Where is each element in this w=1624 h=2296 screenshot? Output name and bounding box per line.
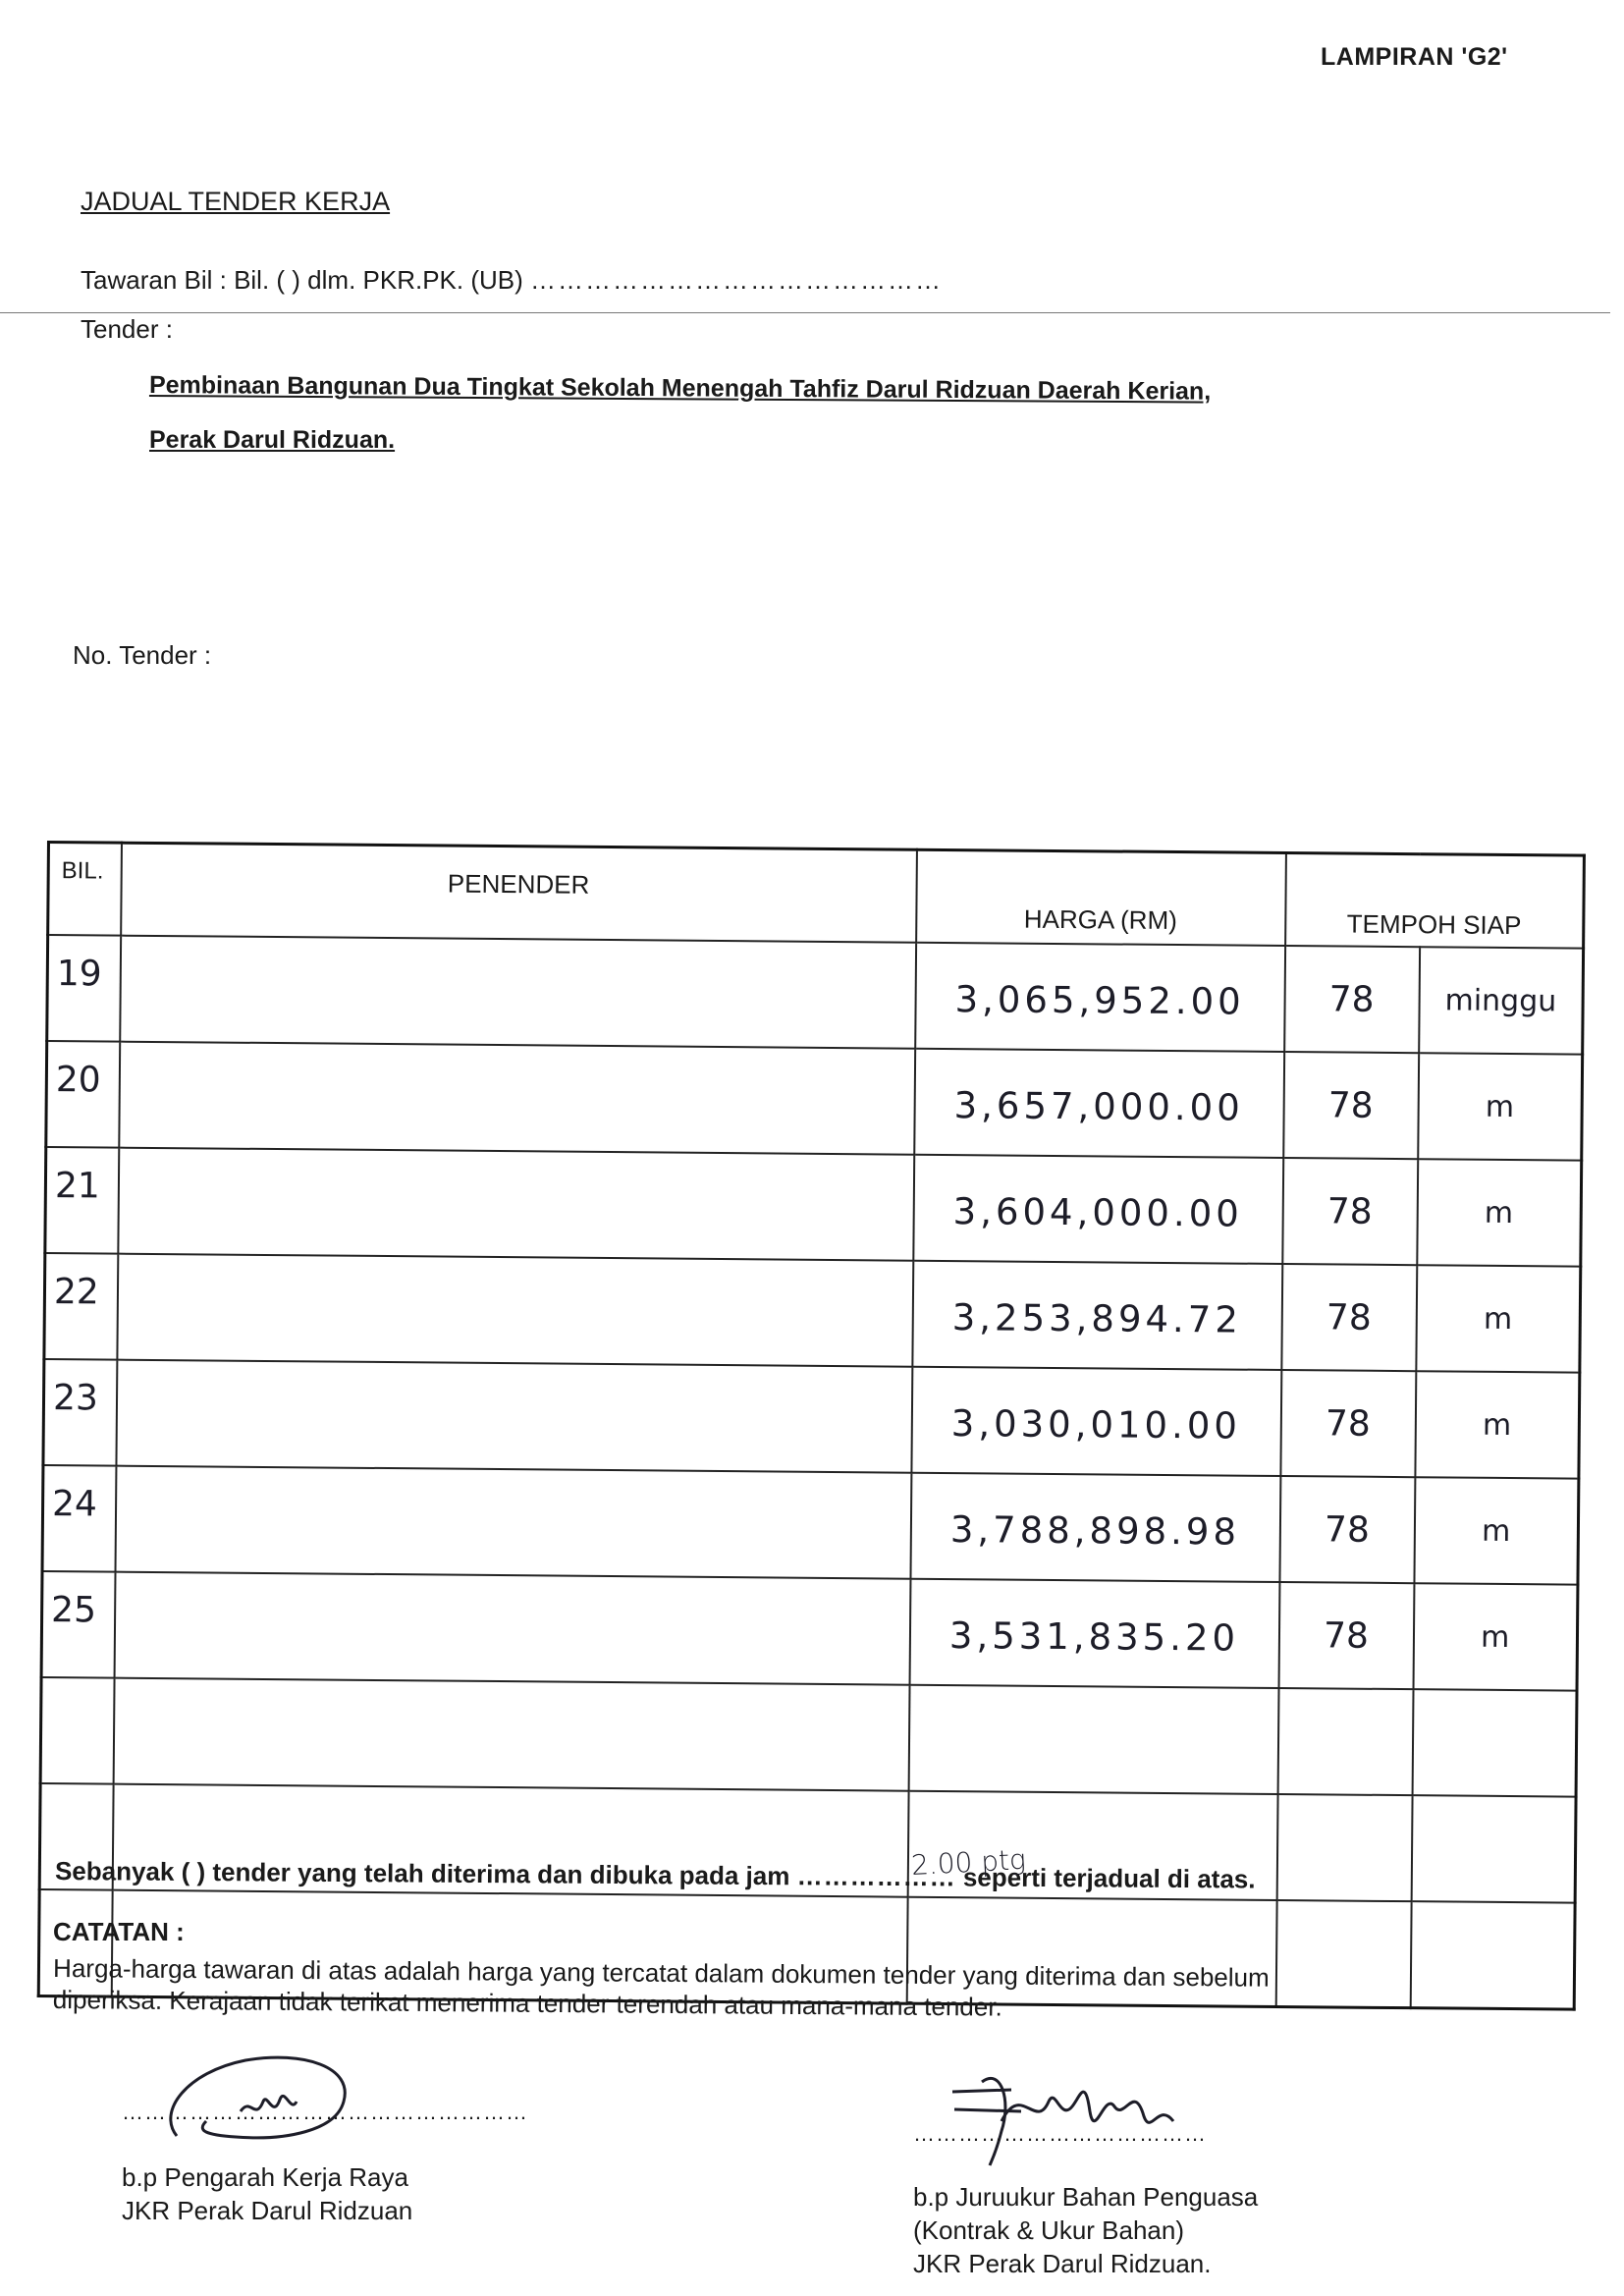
cell-harga: 3,531,835.20 bbox=[909, 1579, 1279, 1688]
signature-right-block bbox=[913, 2180, 1258, 2280]
cell-unit: m bbox=[1413, 1583, 1578, 1690]
cell-bil: 22 bbox=[44, 1253, 118, 1360]
handwritten-time: 2.00 ptg bbox=[910, 1842, 1027, 1883]
no-tender-label: No. Tender : bbox=[73, 640, 212, 670]
cell-tempoh bbox=[1276, 1794, 1412, 1901]
signature-left-block bbox=[122, 2160, 412, 2227]
cell-tempoh: 78 bbox=[1284, 946, 1420, 1053]
catatan-text: Harga-harga tawaran di atas adalah harga yang tercatat dalam dokumen tender yang diterima dan sebelum diperiksa. Kerajaan tidak terikat menerima tender terendah atau mana-mana tender. bbox=[52, 1953, 1270, 2022]
signature-left-dots: ……………………………………………… bbox=[122, 2100, 528, 2124]
sebanyak-post: seperti terjadual di atas. bbox=[962, 1862, 1256, 1894]
table-row bbox=[47, 935, 1584, 1055]
cell-bil: 25 bbox=[41, 1571, 115, 1678]
tender-table bbox=[38, 841, 1583, 1860]
cell-bil: 20 bbox=[46, 1041, 120, 1148]
signature-left bbox=[147, 2043, 383, 2151]
cell-harga: 3,788,898.98 bbox=[910, 1473, 1280, 1582]
project-title-line2: Perak Darul Ridzuan. bbox=[149, 426, 396, 454]
table-row bbox=[43, 1359, 1580, 1479]
cell-unit: m bbox=[1414, 1477, 1579, 1584]
tawaran-line bbox=[81, 265, 943, 296]
cell-bil: 19 bbox=[47, 935, 121, 1042]
signature-right-line1: b.p Juruukur Bahan Penguasa bbox=[913, 2182, 1259, 2212]
annex-label: LAMPIRAN 'G2' bbox=[1321, 43, 1508, 71]
signature-right-line3: JKR Perak Darul Ridzuan. bbox=[913, 2249, 1212, 2278]
table-row bbox=[42, 1465, 1579, 1585]
cell-tempoh bbox=[1277, 1688, 1413, 1795]
signature-right bbox=[943, 2062, 1198, 2170]
cell-unit bbox=[1411, 1795, 1576, 1902]
header-tempoh: TEMPOH SIAP bbox=[1285, 853, 1585, 949]
cell-tempoh: 78 bbox=[1280, 1370, 1416, 1477]
signature-right-line2: (Kontrak & Ukur Bahan) bbox=[913, 2215, 1185, 2245]
signature-left-line2: JKR Perak Darul Ridzuan bbox=[122, 2196, 413, 2225]
header-bil: BIL. bbox=[48, 843, 122, 936]
tender-label: Tender : bbox=[81, 314, 173, 344]
cell-harga bbox=[908, 1685, 1278, 1794]
cell-harga: 3,030,010.00 bbox=[911, 1367, 1281, 1476]
table-row bbox=[40, 1677, 1577, 1797]
table-header-row bbox=[48, 843, 1585, 949]
cell-penender bbox=[117, 1254, 913, 1367]
cell-penender bbox=[115, 1466, 911, 1579]
cell-unit: m bbox=[1418, 1053, 1583, 1160]
cell-bil bbox=[40, 1677, 114, 1784]
cell-harga: 3,604,000.00 bbox=[913, 1155, 1283, 1264]
signature-left-line1: b.p Pengarah Kerja Raya bbox=[122, 2162, 408, 2192]
header-penender: PENENDER bbox=[121, 843, 917, 943]
cell-tempoh: 78 bbox=[1282, 1158, 1418, 1265]
cell-tempoh: 78 bbox=[1281, 1264, 1417, 1371]
table-row bbox=[44, 1253, 1581, 1373]
cell-harga: 3,065,952.00 bbox=[915, 943, 1285, 1052]
cell-penender bbox=[114, 1572, 910, 1685]
cell-unit: minggu bbox=[1419, 947, 1584, 1054]
cell-penender bbox=[113, 1678, 909, 1791]
cell-harga: 3,657,000.00 bbox=[914, 1049, 1284, 1158]
table-row bbox=[41, 1571, 1578, 1691]
cell-unit bbox=[1412, 1689, 1577, 1796]
catatan-heading: CATATAN : bbox=[53, 1917, 185, 1946]
cell-tempoh: 78 bbox=[1283, 1052, 1419, 1159]
tawaran-dots: ……………………………………… bbox=[530, 265, 943, 295]
table-row bbox=[45, 1147, 1582, 1267]
cell-harga: 3,253,894.72 bbox=[912, 1261, 1282, 1370]
header-harga: HARGA (RM) bbox=[916, 849, 1286, 946]
table-row bbox=[46, 1041, 1583, 1161]
divider-line bbox=[0, 312, 1610, 313]
sebanyak-text: Sebanyak ( ) tender yang telah diterima dan dibuka pada jam bbox=[54, 1856, 790, 1891]
cell-penender bbox=[119, 1042, 915, 1155]
cell-penender bbox=[116, 1360, 912, 1473]
tawaran-label: Tawaran Bil : Bil. ( ) dlm. PKR.PK. (UB) bbox=[81, 265, 523, 295]
cell-penender bbox=[118, 1148, 914, 1261]
cell-penender bbox=[120, 936, 916, 1049]
document-title: JADUAL TENDER KERJA bbox=[81, 187, 391, 216]
cell-unit: m bbox=[1416, 1265, 1581, 1372]
signature-right-dots: ………………………………… bbox=[913, 2121, 1207, 2146]
cell-bil: 21 bbox=[45, 1147, 119, 1254]
cell-unit bbox=[1410, 1901, 1575, 2009]
project-title-line1: Pembinaan Bangunan Dua Tingkat Sekolah Menengah Tahfiz Darul Ridzuan Daerah Kerian, bbox=[148, 371, 1212, 406]
cell-bil: 24 bbox=[42, 1465, 116, 1572]
cell-tempoh: 78 bbox=[1279, 1476, 1415, 1583]
cell-tempoh: 78 bbox=[1278, 1582, 1414, 1689]
time-dots: ……………… bbox=[796, 1861, 956, 1892]
cell-unit: m bbox=[1417, 1159, 1582, 1266]
cell-bil: 23 bbox=[43, 1359, 117, 1466]
cell-unit: m bbox=[1415, 1371, 1580, 1478]
